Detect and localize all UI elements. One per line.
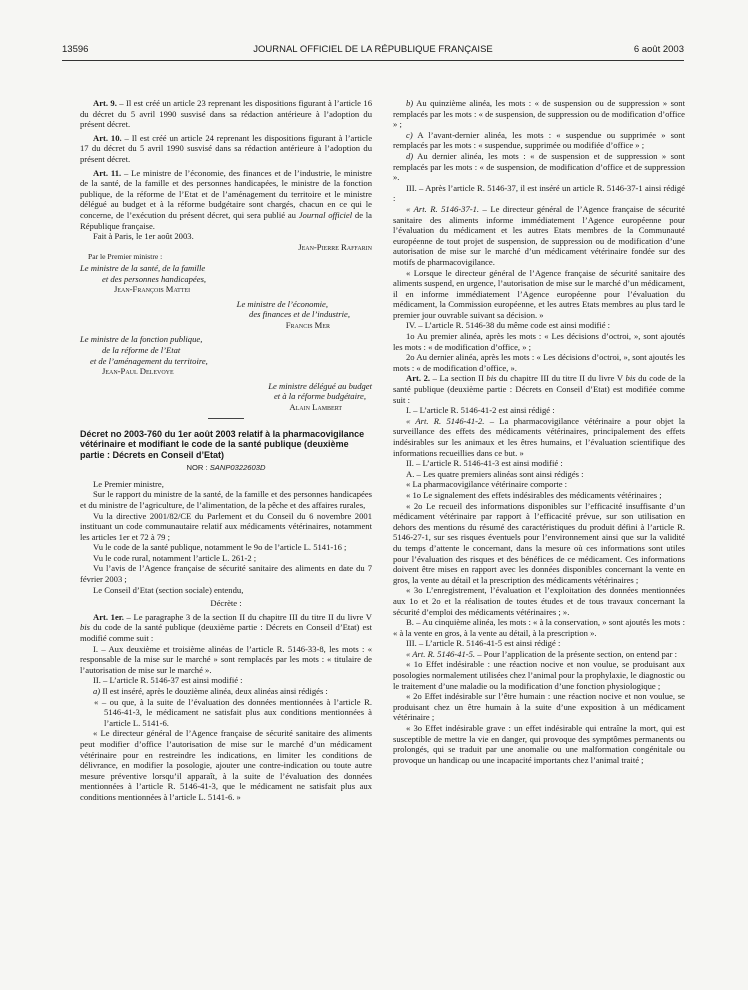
- pharmacovigilance-comprises: « La pharmacovigilance vétérinaire comporte :: [406, 479, 568, 490]
- fp-minister-title-2: de la réforme de l’Etat: [102, 345, 181, 356]
- item-c: [393, 130, 685, 151]
- separator: [208, 418, 244, 419]
- health-minister-title-1: Le ministre de la santé, de la famille: [80, 262, 206, 273]
- article-2-iii: III. – L’article R. 5146-41-5 est ainsi rédigé :: [406, 638, 561, 649]
- signing-date: Fait à Paris, le 1er août 2003.: [93, 231, 194, 242]
- article-10-label: Art. 10.: [93, 132, 122, 143]
- article-11-text: – Le ministre de l’économie, des finances et de l’industrie, le ministre de la santé, de la famille et des personnes handicapées, le ministre de la fonction publique, de la réforme de l’Etat et de l’aménagement du territoire et le ministre délégué au budget et à la réforme budgétaire sont chargés, chacun en ce qui le concerne, de l’exécution du présent décret, qui sera publié au: [80, 167, 372, 220]
- pharmacovigilance-item-1: « 1o Le signalement des effets indésirables des médicaments vétérinaires ;: [406, 489, 662, 500]
- decree-title: Décret no 2003-760 du 1er août 2003 relatif à la pharmacovigilance vétérinaire et modifiant le code de la santé publique (deuxième partie : Décrets en Conseil d’Etat): [80, 428, 365, 460]
- article-1: [80, 612, 372, 644]
- item-b-text: Au quinzième alinéa, les mots : « de suspension ou de suppression » sont remplacés par les mots : « de suspension, de suppression ou de modification d’office » ;: [393, 98, 685, 130]
- journal-officiel-ref: Journal officiel: [298, 209, 353, 220]
- visa-4: Vu le code rural, notamment l’article L. 261-2 ;: [93, 552, 257, 563]
- article-2-bis-2: bis: [625, 373, 636, 384]
- prime-minister: Le Premier ministre,: [93, 478, 164, 489]
- nor-reference: [80, 463, 372, 474]
- article-10: [80, 133, 372, 165]
- article-2-i: I. – L’article R. 5146-41-2 est ainsi rédigé :: [406, 405, 555, 416]
- item-d-text: Au dernier alinéa, les mots : « de suspension et de suppression » sont remplacés par les mots : « de suspension, de modification d’office et de suppression ».: [393, 150, 685, 183]
- article-1-label: Art. 1er.: [93, 611, 124, 622]
- visa-6: Le Conseil d’Etat (section sociale) entendu,: [93, 584, 244, 595]
- article-11-label: Art. 11.: [93, 167, 122, 178]
- item-c-text: A l’avant-dernier alinéa, les mots : « suspendue ou supprimée » sont remplacés par les mots : « suspendue, supprimée ou modifiée d’office » ;: [393, 129, 685, 151]
- health-minister-name: Jean-François Mattei: [114, 284, 191, 295]
- art-r-5146-41-5-label: « Art. R. 5146-41-5.: [406, 648, 476, 659]
- item-c-label: c): [406, 129, 413, 140]
- eco-minister-title-2: des finances et de l’industrie,: [249, 309, 350, 320]
- journal-title: JOURNAL OFFICIEL DE LA RÉPUBLIQUE FRANÇAISE: [253, 44, 493, 55]
- article-9-text: – Il est créé un article 23 reprenant les dispositions figurant à l’article 16 du décret du 5 avril 1990 susvisé dans sa rédaction antérieure à l’adoption du présent décret.: [80, 98, 372, 130]
- article-1-ii: II. – L’article R. 5146-37 est ainsi modifié :: [93, 675, 243, 686]
- visa-1: Sur le rapport du ministre de la santé, de la famille et des personnes handicapées et du ministre de l’agriculture, de l’alimentation, de la pêche et des affaires rurales,: [80, 489, 372, 510]
- quote-2: « Le directeur général de l’Agence française de sécurité sanitaire des aliments peut modifier d’office l’autorisation de mise sur le marché d’un médicament vétérinaire pour en restreindre les indications, en limiter les conditions de délivrance, en modifier la posologie, ajouter une contre-indication ou toute autre mesure préventive lorsqu’il apparaît, à la suite de l’évaluation des données mentionnées à l’article R. 5146-41-3, que le médicament ne satisfait plus aux conditions mentionnées à l’article L. 5141-6. »: [80, 728, 372, 802]
- item-b-label: b): [406, 98, 414, 108]
- article-1-ii-a: [80, 686, 372, 697]
- definition-3: « 3o Effet indésirable grave : un effet indésirable qui entraîne la mort, qui est susceptible de mettre la vie en danger, qui provoque des symptômes permanents ou prolongés, qui se traduit par une anomalie ou une malformation congénitale ou provoque un handicap ou une incapacité importants chez l’animal traité ;: [393, 723, 685, 765]
- art-r-5146-41-2-label: « Art. R. 5146-41-2.: [406, 415, 485, 426]
- section-iv-2: 2o Au dernier alinéa, après les mots : « Les décisions d’octroi, », sont ajoutés les mots : « de modification d’office, ».: [393, 352, 685, 373]
- article-9-label: Art. 9.: [93, 98, 117, 108]
- visa-2: Vu la directive 2001/82/CE du Parlement et du Conseil du 6 novembre 2001 instituant un code communautaire relatif aux médicaments vétérinaires, notamment les articles 1er et 72 à 79 ;: [80, 510, 372, 542]
- article-2-ii-b: B. – Au cinquième alinéa, les mots : « à la conservation, » sont ajoutés les mots : « à la vente en gros, à la vente au détail, à la prescription ».: [393, 617, 685, 638]
- fp-minister-name: Jean-Paul Delevoye: [102, 366, 174, 377]
- item-a-text: Il est inséré, après le douzième alinéa, deux alinéas ainsi rédigés :: [100, 686, 328, 696]
- art-r-5146-37-1: [393, 204, 685, 268]
- art-r-5146-41-2: [393, 416, 685, 458]
- article-2-bis-1: bis: [486, 373, 497, 384]
- article-1-bis: bis: [80, 622, 91, 633]
- eco-minister-title-1: Le ministre de l’économie,: [236, 298, 328, 309]
- article-9: [80, 98, 372, 130]
- decrete: Décrète :: [210, 598, 242, 609]
- art-r-5146-37-1-text: – Le directeur général de l’Agence française de sécurité sanitaire des aliments informe immédiatement l’Agence européenne pour l’évaluation du médicament et les autres Etats membres de la Communauté européenne de tout projet de suspension, de suppression ou de modification d’une autorisation de mise sur le marché d’un médicament vétérinaire fondée sur des motifs de pharmacovigilance.: [393, 203, 685, 267]
- article-10-text: – Il est créé un article 24 reprenant les dispositions figurant à l’article 17 du décret du 5 avril 1990 susvisé dans sa rédaction antérieure à l’adoption du présent décret.: [80, 132, 373, 164]
- art-r-5146-37-1-urgent: « Lorsque le directeur général de l’Agence française de sécurité sanitaire des aliments suspend, en urgence, l’autorisation de mise sur le marché d’un médicament, il en informe immédiatement l’Agence européenne pour l’évaluation du médicament, la Commission européenne, et les autres Etats membres au plus tard le premier jour ouvrable suivant sa décision. »: [393, 267, 685, 320]
- health-minister-title-2: et des personnes handicapées,: [102, 273, 207, 284]
- item-d: [393, 151, 685, 183]
- budget-minister-title-1: Le ministre délégué au budget: [268, 380, 372, 391]
- eco-minister-name: Francis Mer: [285, 319, 330, 330]
- article-2-ii-a: A. – Les quatre premiers alinéas sont ainsi rédigés :: [406, 468, 584, 479]
- page-number: 13596: [62, 44, 89, 55]
- item-a-label: a): [93, 686, 101, 696]
- section-iv: IV. – L’article R. 5146-38 du même code est ainsi modifié :: [406, 320, 611, 331]
- article-11-text-end: de la République française.: [80, 209, 372, 231]
- pm-by: Par le Premier ministre :: [88, 252, 163, 262]
- item-d-label: d): [406, 150, 414, 161]
- budget-minister-title-2: et à la réforme budgétaire,: [273, 391, 366, 402]
- left-column: [80, 98, 372, 803]
- section-iii: III. – Après l’article R. 5146-37, il est inséré un article R. 5146-37-1 ainsi rédigé :: [393, 182, 685, 204]
- article-2-label: Art. 2.: [406, 373, 431, 384]
- fp-minister-title-3: et de l’aménagement du territoire,: [90, 355, 208, 366]
- art-r-5146-41-5: [393, 649, 685, 660]
- article-11: [80, 168, 372, 232]
- article-2: [393, 373, 685, 405]
- article-2-text: – La section II: [430, 373, 487, 384]
- issue-date: 6 août 2003: [633, 44, 684, 55]
- item-b: [393, 98, 685, 130]
- article-2-ii: II. – L’article R. 5146-41-3 est ainsi modifié :: [406, 458, 563, 469]
- art-r-5146-37-1-label: « Art. R. 5146-37-1.: [406, 203, 480, 214]
- visa-5: Vu l’avis de l’Agence française de sécurité sanitaire des aliments en date du 7 février 2003 ;: [80, 563, 372, 585]
- header-rule: [62, 60, 684, 61]
- art-r-5146-41-5-text: – Pour l’application de la présente section, on entend par :: [475, 648, 677, 659]
- nor-code: SANP0322603D: [209, 463, 266, 473]
- article-2-text-mid: du chapitre III du titre II du livre V: [496, 373, 626, 384]
- page-header: [62, 44, 684, 60]
- budget-minister-name: Alain Lambert: [289, 402, 342, 413]
- pharmacovigilance-item-2: « 2o Le recueil des informations disponibles sur l’efficacité insuffisante d’un médicament vétérinaire par rapport à l’efficacité prévue, sur son utilisation en dehors des mentions du résumé des caractéristiques du produit défini à l’article R. 5146-27-1, sur ses risques éventuels pour l’environnement ainsi que sur la validité du temps d’attente le concernant, dans la mesure où ces informations sont utiles pour l’évaluation des risques et des bénéfices de ce médicament. Ces informations doivent être mises en rapport avec les données disponibles concernant la vente en gros, la vente au détail et la prescription des médicaments vétérinaires ;: [393, 500, 685, 585]
- definition-1: « 1o Effet indésirable : une réaction nocive et non voulue, se produisant aux posologies normalement utilisées chez l’animal pour la prophylaxie, le diagnostic ou le traitement d’une maladie ou la modification d’une fonction physiologique ;: [393, 659, 685, 691]
- definition-2: « 2o Effet indésirable sur l’être humain : une réaction nocive et non voulue, se produisant chez un être humain à la suite d’une exposition à un médicament vétérinaire ;: [393, 691, 685, 723]
- article-2-text-end: du code de la santé publique (deuxième partie : Décrets en Conseil d’Etat) est modifiée comme suit :: [393, 373, 686, 405]
- nor-label: NOR :: [186, 463, 210, 473]
- visa-3: Vu le code de la santé publique, notamment le 9o de l’article L. 5141-16 ;: [93, 542, 347, 553]
- article-1-i: I. – Aux deuxième et troisième alinéas de l’article R. 5146-33-8, les mots : « responsable de la mise sur le marché » sont remplacés par les mots : « titulaire de l’autorisation de mise sur le marché ».: [80, 643, 372, 675]
- pharmacovigilance-item-3: « 3o L’enregistrement, l’évaluation et l’exploitation des données mentionnées aux 1o et 2o et la réalisation de toutes études et de tous travaux concernant la sécurité d’emploi des médicaments vétérinaires ; ».: [393, 585, 685, 617]
- article-1-text-end: du code de la santé publique (deuxième partie : Décrets en Conseil d’Etat) est modifié comme suit :: [80, 622, 372, 644]
- fp-minister-title-1: Le ministre de la fonction publique,: [80, 334, 203, 345]
- pm-signature: Jean-Pierre Raffarin: [298, 241, 372, 252]
- art-r-5146-41-2-text: – La pharmacovigilance vétérinaire a pour objet la surveillance des effets des médicaments vétérinaires, principalement des effets indésirables sur les animaux et les êtres humains, et l’évaluation scientifique des informations recueillies dans ce but. »: [393, 415, 685, 458]
- article-1-text: – Le paragraphe 3 de la section II du chapitre III du titre II du livre V: [123, 611, 372, 622]
- right-column: [393, 98, 685, 765]
- section-iv-1: 1o Au premier alinéa, après les mots : « Les décisions d’octroi, », sont ajoutés les mots : « de modification d’office, » ;: [393, 331, 685, 352]
- quote-1: « – ou que, à la suite de l’évaluation des données mentionnées à l’article R. 5146-41-3, le médicament ne satisfait plus aux conditions mentionnées à l’article L. 5141-6.: [94, 696, 372, 728]
